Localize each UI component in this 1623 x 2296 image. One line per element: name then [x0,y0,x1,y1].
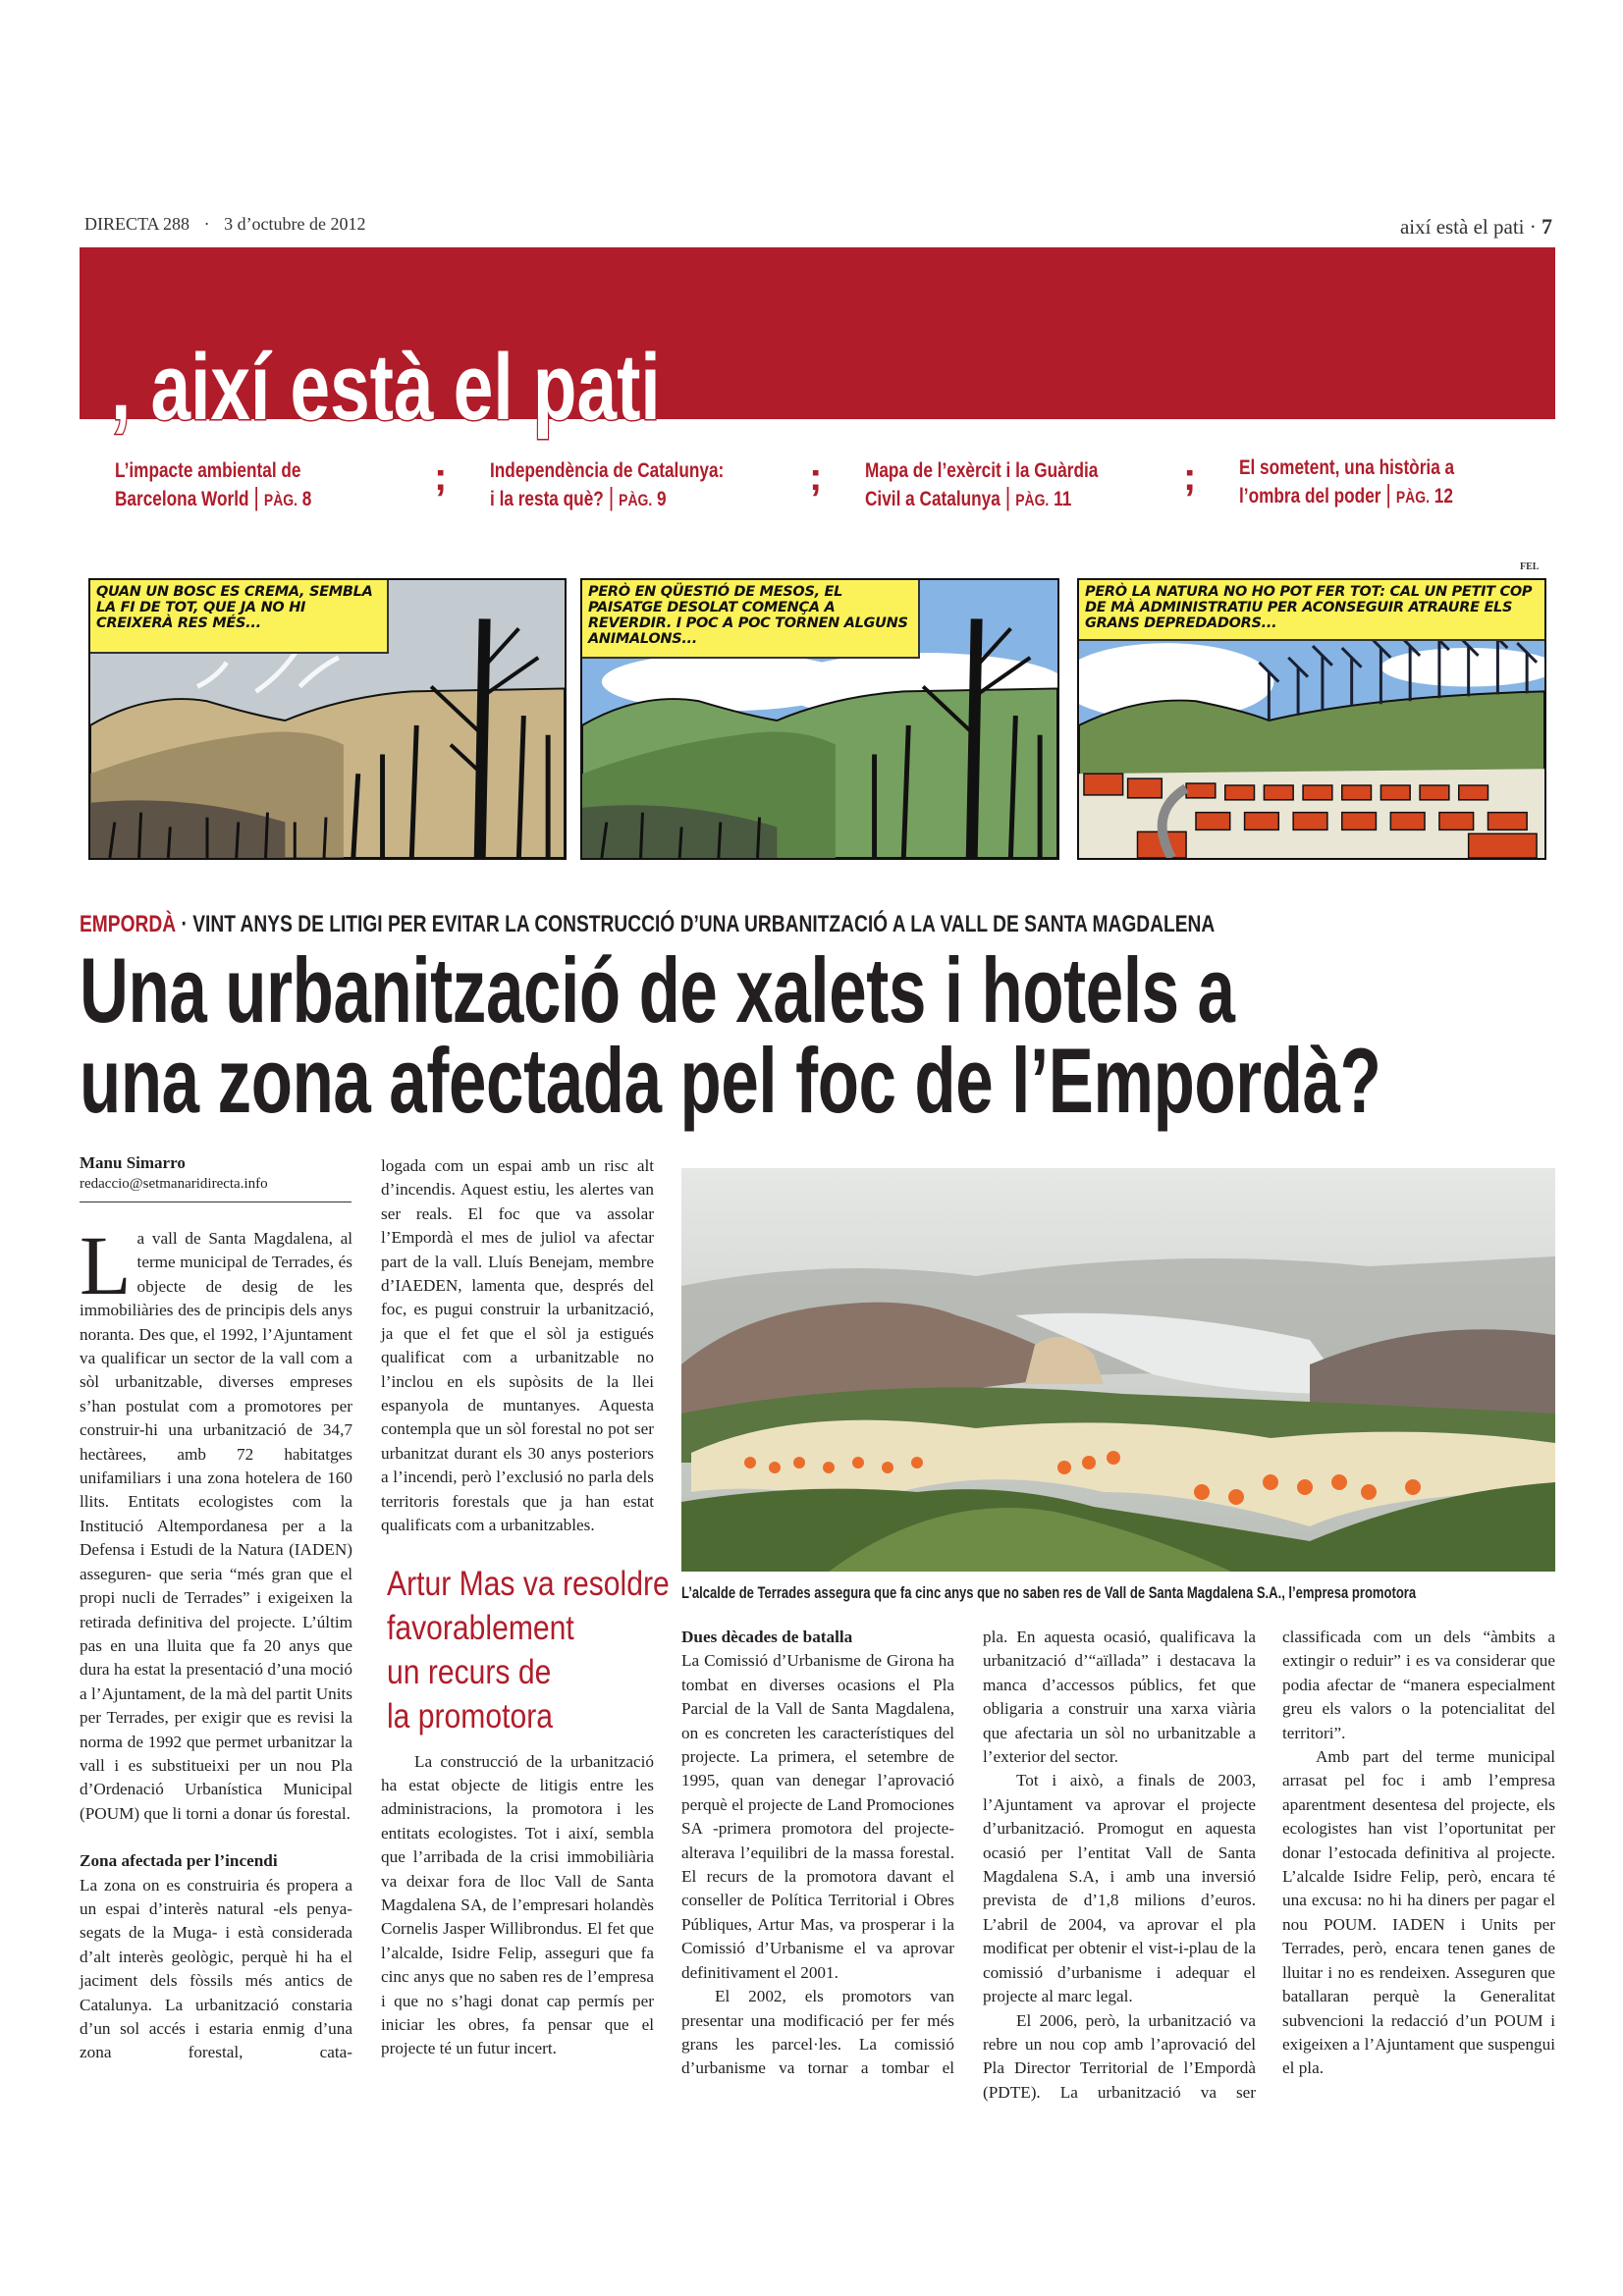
paragraph-text: a vall de Santa Magdalena, al terme municipal de Terrades, és objecte de desig de les immobiliàries des de principis dels anys noranta. Des que, el 1992, l’Ajuntament va qualificar un sector de la vall com a sòl urbanitzable, diverses empreses s’han postulat com a promotores per construir-hi una urbanització de 34,7 hectàrees, amb 72 habitatges unifamiliars i una zona hotelera de 160 llits. Entitats ecologistes com la Institució Altempordanesa per a la Defensa i Estudi de la Natura (IADEN) asseguren- que seria “més gran que el propi nucli de Terrades” i exigeixen la retirada definitiva del projecte. L’últim pas en una lluita que fa 20 anys que dura ha estat la presentació d’una moció a l’Ajuntament, de la mà del partit Units per Terrades, per exigir que es revisi la norma de 1992 que permet urbanitzar la vall i es substitueixi per un nou Pla d’Ordenació Urbanística Municipal (POUM) que li torni a donar ús forestal. [80,1229,352,1823]
author-name: Manu Simarro [80,1153,186,1172]
article-paragraph: La zona on es construiria és propera a un espai d’interès natural -els penya-segats de la Muga- i està considerada d’alt interès geològic, perquè hi ha el jaciment dels fòssils més antics de Catalunya. La urbanització constaria d’un sol accés i estaria enmig d’una zona forestal, cata- [80,1875,352,2062]
teaser-divider: | [1004,482,1011,511]
teaser-link[interactable] [1239,454,1529,510]
pull-quote-line: Artur Mas va resoldre [387,1564,670,1603]
issue-number: DIRECTA 288 [84,214,190,234]
kicker-region: EMPORDÀ [80,911,177,937]
teaser-link[interactable] [115,457,405,513]
kicker-separator: · [176,911,193,937]
teaser-page-number: 11 [1054,488,1072,510]
byline [80,1152,352,1202]
article-column-1 [80,1218,352,2065]
comic-caption: PERÒ EN QÜESTIÓ DE MESOS, EL PAISATGE DESOLAT COMENÇA A REVERDIR. I POC A POC TORNEN ALGUNS ANIMALONS... [582,580,920,659]
teaser-title-line: i la resta què? [490,488,604,510]
teaser-page-number: 9 [657,488,667,510]
article-paragraph: classificada com un dels “àmbits a extingir o reduir” i es va considerar que podia afectar de “manera especialment greu els valors o la potencialitat del territori”. [1282,1628,1555,1742]
comic-panel-burnt-forest [88,578,567,860]
teaser-separator: ; [1183,455,1197,499]
teaser-title-line: Civil a Catalunya [865,488,1001,510]
headline-line: una zona afectada pel foc de l’Empordà? [80,1029,1381,1132]
teaser-title-line: Independència de Catalunya: [490,459,725,482]
teaser-divider: | [253,482,259,511]
headline-line: Una urbanització de xalets i hotels a [80,938,1235,1041]
article-paragraph: pla. En aquesta ocasió, qualificava la urbanització d’“aïllada” i destacava la manca d’accessos públics, fet que obligaria a construir una xarxa viària que afectaria un sòl no urbanitzable a l’exterior del sector. [983,1628,1256,1767]
teaser-title-line: l’ombra del poder [1239,485,1381,507]
header-separator: · [203,214,210,234]
article-paragraph: Tot i això, a finals de 2003, l’Ajuntament va aprovar el projecte d’urbanització. Promogut en aquesta ocasió per l’entitat Vall de Santa Magdalena S.A, i amb una inversió prevista de d’1,8 milions d’euros. L’abril de 2004, va aprovar el pla modificat per obtenir el vist-i-plau de la comissió d’urbanisme i adequar el projecte al marc legal. [983,1771,1256,2006]
article-column-5 [1282,1626,1555,2081]
teaser-separator: ; [809,455,823,499]
teaser-link[interactable] [865,457,1155,513]
kicker-text: VINT ANYS DE LITIGI PER EVITAR LA CONSTRUCCIÓ D’UNA URBANITZACIÓ A LA VALL DE SANTA MAGDALENA [192,911,1216,937]
teaser-title-line: Barcelona World [115,488,249,510]
teaser-page-number: 8 [301,488,312,510]
running-header-right [1400,214,1552,240]
article-kicker [80,910,1215,939]
teaser-divider: | [608,482,615,511]
teaser-title-line: El sometent, una història a [1239,456,1455,479]
running-header-left [84,214,366,235]
section-name: així està el pati [1399,215,1525,239]
article-paragraph: logada com un espai amb un risc alt d’incendis. Aquest estiu, les alertes van ser reals. El foc que va assolar l’Empordà el mes de juliol va afectar part de la vall. Lluís Benejam, membre d’IAEDEN, lamenta que, després del foc, es pugui construir la urbanització, ja que el fet que el sòl ja estigués qualificat com a urbanitzable no l’inclou en els supòsits de la llei espanyola de muntanyes. Aquesta contempla que un sòl forestal no pot ser urbanitzat durant els 30 anys posteriors a l’incendi, però l’exclusió no parla dels territoris forestals que ja han estat qualificats com a urbanitzables. [381,1156,654,1535]
article-paragraph: Amb part del terme municipal arrasat pel foc i amb l’empresa aparentment desentesa del projecte, els ecologistes han vist l’oportunitat per donar l’estocada definitiva al projecte. L’alcalde Isidre Felip, però, encara té una excusa: no hi ha diners per pagar el nou POUM. IADEN i Units per Terrades, però, encara tenen ganes de lluitar i no es rendeixen. Asseguren que batallaran perquè la Generalitat subvencioni la redacció d’un POUM i exigeixen a l’Ajuntament que suspengui el pla. [1282,1747,1555,2078]
pull-quote [387,1562,670,1738]
teaser-page-label: PÀG. [263,491,298,509]
comic-credit: FEL [1520,561,1540,572]
pull-quote-line: favorablement [387,1608,574,1647]
article-paragraph: La Comissió d’Urbanisme de Girona ha tombat en diverses ocasions el Pla Parcial de la Vall de Santa Magdalena, on es concreten les característiques del projecte. La primera, el setembre de 1995, quan van denegar l’aprovació perquè el projecte de Land Promociones SA -primera promotora del projecte- alterava l’equilibri de la massa forestal. El recurs de la promotora davant el conseller de Política Territorial i Obres Públiques, Artur Mas, va prosperar i la Comissió d’Urbanisme el va aprovar definitivament el 2001. [681,1651,954,1982]
issue-date: 3 d’octubre de 2012 [224,214,366,234]
subheading: Zona afectada per l’incendi [80,1851,278,1871]
drop-cap: L [80,1218,132,1312]
teaser-page-number: 12 [1434,485,1453,507]
comic-caption: QUAN UN BOSC ES CREMA, SEMBLA LA FI DE TOT, QUE JA NO HI CREIXERÀ RES MÉS... [90,580,389,654]
article-paragraph: La construcció de la urbanització ha estat objecte de litigis entre les administracions, la promotora i les entitats ecologistes. Tot i així, sembla que l’arribada de la crisi immobiliària va deixar fora de lloc Vall de Santa Magdalena SA, de l’empresari holandès Cornelis Jasper Willibrondus. El fet que l’alcalde, Isidre Felip, asseguri que fa cinc anys que no saben res de l’empresa i que no s’hagi donat cap permís per iniciar les obres, fa pensar que el projecte té un futur incert. [381,1751,654,2058]
teaser-separator: ; [434,455,448,499]
teaser-divider: | [1385,479,1391,508]
article-column-2 [381,1154,670,2061]
pull-quote-line: la promotora [387,1696,553,1735]
teaser-page-label: PÀG. [619,491,653,509]
pull-quote-line: un recurs de [387,1652,552,1691]
photo-caption: L’alcalde de Terrades assegura que fa cinc anys que no saben res de Vall de Santa Magdalena S.A., l’empresa promotora [681,1584,1417,1602]
article-paragraph [80,1218,352,1826]
valley-aerial-photo [681,1168,1555,1572]
header-dot: · [1529,215,1537,239]
author-email[interactable]: redaccio@setmanaridirecta.info [80,1176,268,1192]
comic-panel-regrowth [580,578,1059,860]
teaser-title-line: L’impacte ambiental de [115,459,301,482]
teaser-link[interactable] [490,457,780,513]
article-paragraph: El 2002, els promotors van presentar una modificació per fer més grans les parcel·les. La comissió d’urbanisme va tornar a tombar el [681,1987,954,2078]
article-photo [681,1168,1555,1572]
article-column-4 [983,1626,1256,2105]
page-number: 7 [1542,214,1552,239]
comic-panel-windfarm-town [1077,578,1546,860]
article-paragraph: El 2006, però, la urbanització va rebre un nou cop amb l’aprovació del Pla Director Territorial de l’Empordà (PDTE). La urbanització va ser [983,2010,1256,2102]
comic-caption: PERÒ LA NATURA NO HO POT FER TOT: CAL UN PETIT COP DE MÀ ADMINISTRATIU PER ACONSEGUIR ATRAURE ELS GRANS DEPREDADORS... [1079,580,1544,641]
subheading: Dues dècades de batalla [681,1628,853,1646]
teaser-title-line: Mapa de l’exèrcit i la Guàrdia [865,459,1099,482]
section-banner-title: , així està el pati [111,335,661,440]
article-column-3 [681,1626,954,2081]
teaser-page-label: PÀG. [1015,491,1050,509]
teaser-page-label: PÀG. [1395,488,1430,507]
